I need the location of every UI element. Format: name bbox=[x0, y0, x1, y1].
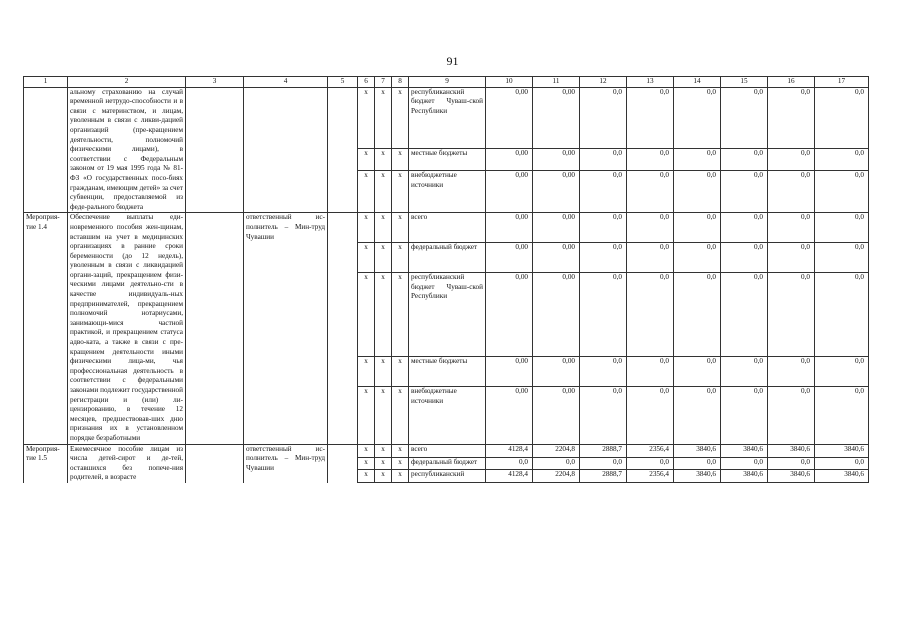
table-row bbox=[24, 213, 869, 243]
amount-cell: 0,0 bbox=[627, 457, 674, 470]
column-number: 10 bbox=[486, 77, 533, 88]
amount-cell: 0,0 bbox=[768, 357, 815, 387]
funding-source: республиканский бюджет Чуваш-ской Республики bbox=[409, 87, 486, 149]
amount-cell: 0,0 bbox=[627, 171, 674, 213]
executor: ответственный ис-полнитель – Мин-труд Чувашии bbox=[244, 213, 328, 444]
amount-cell: 3840,6 bbox=[674, 470, 721, 483]
amount-cell: 2356,4 bbox=[627, 470, 674, 483]
amount-cell: 0,0 bbox=[768, 387, 815, 444]
amount-cell: 0,0 bbox=[580, 149, 627, 171]
code-cell: x bbox=[392, 273, 409, 357]
code-cell: x bbox=[392, 387, 409, 444]
measure-code: Мероприя-тие 1.5 bbox=[24, 444, 68, 483]
empty-cell bbox=[186, 213, 244, 444]
code-cell: x bbox=[358, 171, 375, 213]
amount-cell: 2204,8 bbox=[533, 470, 580, 483]
empty-cell bbox=[186, 444, 244, 483]
amount-cell: 0,0 bbox=[580, 387, 627, 444]
amount-cell: 0,0 bbox=[580, 357, 627, 387]
code-cell: x bbox=[375, 457, 392, 470]
table-row bbox=[24, 444, 869, 457]
column-number: 11 bbox=[533, 77, 580, 88]
amount-cell: 0,00 bbox=[533, 387, 580, 444]
amount-cell: 3840,6 bbox=[721, 444, 768, 457]
amount-cell: 0,0 bbox=[674, 457, 721, 470]
code-cell: x bbox=[358, 470, 375, 483]
column-number: 8 bbox=[392, 77, 409, 88]
header-row bbox=[24, 77, 869, 88]
amount-cell: 0,0 bbox=[627, 213, 674, 243]
column-number: 15 bbox=[721, 77, 768, 88]
amount-cell: 0,0 bbox=[768, 457, 815, 470]
code-cell: x bbox=[358, 273, 375, 357]
amount-cell: 0,00 bbox=[486, 387, 533, 444]
amount-cell: 3840,6 bbox=[815, 470, 869, 483]
column-number: 17 bbox=[815, 77, 869, 88]
executor: ответственный ис-полнитель – Мин-труд Чувашии bbox=[244, 444, 328, 483]
amount-cell: 0,0 bbox=[815, 149, 869, 171]
column-number: 4 bbox=[244, 77, 328, 88]
amount-cell: 0,0 bbox=[721, 149, 768, 171]
column-number: 2 bbox=[68, 77, 186, 88]
amount-cell: 0,00 bbox=[486, 243, 533, 273]
measure-description: Ежемесячное пособие лицам из числа детей-сирот и де-тей, оставшихся без попече-ния родителей, в возрасте bbox=[68, 444, 186, 483]
code-cell: x bbox=[392, 87, 409, 149]
amount-cell: 2204,8 bbox=[533, 444, 580, 457]
amount-cell: 0,0 bbox=[627, 273, 674, 357]
measure-code: Мероприя-тие 1.4 bbox=[24, 213, 68, 444]
amount-cell: 0,0 bbox=[721, 357, 768, 387]
amount-cell: 0,0 bbox=[627, 87, 674, 149]
amount-cell: 0,0 bbox=[768, 87, 815, 149]
amount-cell: 0,0 bbox=[674, 149, 721, 171]
amount-cell: 0,0 bbox=[627, 357, 674, 387]
amount-cell: 0,0 bbox=[674, 171, 721, 213]
amount-cell: 4128,4 bbox=[486, 444, 533, 457]
amount-cell: 2888,7 bbox=[580, 470, 627, 483]
code-cell: x bbox=[392, 357, 409, 387]
empty-cell bbox=[328, 444, 358, 483]
code-cell: x bbox=[392, 171, 409, 213]
amount-cell: 0,0 bbox=[674, 213, 721, 243]
code-cell: x bbox=[392, 444, 409, 457]
code-cell: x bbox=[358, 457, 375, 470]
amount-cell: 0,0 bbox=[580, 171, 627, 213]
executor bbox=[244, 87, 328, 213]
column-number: 1 bbox=[24, 77, 68, 88]
amount-cell: 0,0 bbox=[721, 457, 768, 470]
column-number: 3 bbox=[186, 77, 244, 88]
amount-cell: 3840,6 bbox=[768, 444, 815, 457]
funding-source: федеральный бюджет bbox=[409, 457, 486, 470]
amount-cell: 0,00 bbox=[533, 243, 580, 273]
amount-cell: 0,0 bbox=[580, 213, 627, 243]
code-cell: x bbox=[358, 149, 375, 171]
code-cell: x bbox=[375, 357, 392, 387]
amount-cell: 0,0 bbox=[815, 87, 869, 149]
funding-source: местные бюджеты bbox=[409, 149, 486, 171]
budget-table bbox=[23, 76, 869, 483]
funding-source: всего bbox=[409, 213, 486, 243]
amount-cell: 0,0 bbox=[721, 243, 768, 273]
amount-cell: 2356,4 bbox=[627, 444, 674, 457]
amount-cell: 0,0 bbox=[721, 213, 768, 243]
code-cell: x bbox=[375, 243, 392, 273]
amount-cell: 0,0 bbox=[533, 457, 580, 470]
funding-source: республиканский bbox=[409, 470, 486, 483]
column-number: 9 bbox=[409, 77, 486, 88]
amount-cell: 0,00 bbox=[533, 213, 580, 243]
measure-description: Обеспечение выплаты еди-новременного пособия жен-щинам, вставшим на учет в медицинских организациях в ранние сроки беременности (до 12 недель), уволенным в связи с ликвидацией органи-заций, прекращением физи-ческими лицами деятельно-сти в качестве индивидуаль-ных предпринимателей, прекращением полномочий нотариусами, занимающи-мися частной практикой, и прекращением статуса адво-ката, а также в связи с пре-кращением деятельности иными физическими лица-ми, чья профессиональная деятельность в соответствии с федеральными законами подлежит государственной регистрации и (или) ли-цензированию, в течение 12 месяцев, предшествовав-ших дню признания их в установленном порядке безработными bbox=[68, 213, 186, 444]
amount-cell: 0,00 bbox=[486, 171, 533, 213]
empty-cell bbox=[186, 87, 244, 213]
amount-cell: 0,0 bbox=[627, 387, 674, 444]
amount-cell: 0,0 bbox=[721, 171, 768, 213]
amount-cell: 0,0 bbox=[721, 273, 768, 357]
code-cell: x bbox=[375, 213, 392, 243]
amount-cell: 0,00 bbox=[533, 149, 580, 171]
amount-cell: 0,00 bbox=[533, 171, 580, 213]
code-cell: x bbox=[375, 387, 392, 444]
funding-source: внебюджетные источники bbox=[409, 171, 486, 213]
amount-cell: 4128,4 bbox=[486, 470, 533, 483]
amount-cell: 0,0 bbox=[674, 357, 721, 387]
amount-cell: 0,0 bbox=[768, 171, 815, 213]
code-cell: x bbox=[375, 273, 392, 357]
code-cell: x bbox=[392, 213, 409, 243]
column-number: 7 bbox=[375, 77, 392, 88]
amount-cell: 3840,6 bbox=[768, 470, 815, 483]
amount-cell: 0,0 bbox=[674, 87, 721, 149]
amount-cell: 0,0 bbox=[768, 243, 815, 273]
amount-cell: 0,0 bbox=[674, 243, 721, 273]
amount-cell: 2888,7 bbox=[580, 444, 627, 457]
measure-code bbox=[24, 87, 68, 213]
amount-cell: 0,0 bbox=[580, 273, 627, 357]
amount-cell: 0,00 bbox=[533, 87, 580, 149]
amount-cell: 0,0 bbox=[627, 243, 674, 273]
table-row bbox=[24, 87, 869, 149]
amount-cell: 0,00 bbox=[486, 357, 533, 387]
amount-cell: 0,0 bbox=[815, 273, 869, 357]
amount-cell: 0,0 bbox=[486, 457, 533, 470]
amount-cell: 3840,6 bbox=[721, 470, 768, 483]
code-cell: x bbox=[358, 387, 375, 444]
column-number: 5 bbox=[328, 77, 358, 88]
code-cell: x bbox=[358, 213, 375, 243]
amount-cell: 0,0 bbox=[768, 149, 815, 171]
amount-cell: 0,0 bbox=[580, 457, 627, 470]
amount-cell: 0,0 bbox=[580, 87, 627, 149]
column-number: 14 bbox=[674, 77, 721, 88]
code-cell: x bbox=[358, 357, 375, 387]
code-cell: x bbox=[358, 444, 375, 457]
code-cell: x bbox=[392, 470, 409, 483]
amount-cell: 0,0 bbox=[721, 387, 768, 444]
amount-cell: 0,0 bbox=[815, 243, 869, 273]
measure-description: альному страхованию на случай временной нетрудо-способности и в связи с материнством, и лицам, уволенным в связи с ликви-дацией организаций (пре-кращением деятельности, полномочий физическими лицами), в соответствии с Федеральным законом от 19 мая 1995 года № 81-ФЗ «О государственных посо-биях гражданам, имеющим детей» за счет субвенции, предоставляемой из феде-рального бюджета bbox=[68, 87, 186, 213]
amount-cell: 0,0 bbox=[815, 213, 869, 243]
funding-source: республиканский бюджет Чуваш-ской Республики bbox=[409, 273, 486, 357]
amount-cell: 0,0 bbox=[815, 357, 869, 387]
amount-cell: 0,00 bbox=[486, 149, 533, 171]
code-cell: x bbox=[375, 149, 392, 171]
amount-cell: 0,0 bbox=[721, 87, 768, 149]
column-number: 6 bbox=[358, 77, 375, 88]
column-number: 12 bbox=[580, 77, 627, 88]
amount-cell: 0,0 bbox=[815, 171, 869, 213]
amount-cell: 3840,6 bbox=[674, 444, 721, 457]
amount-cell: 0,0 bbox=[815, 457, 869, 470]
code-cell: x bbox=[392, 457, 409, 470]
amount-cell: 0,00 bbox=[533, 357, 580, 387]
funding-source: внебюджетные источники bbox=[409, 387, 486, 444]
funding-source: местные бюджеты bbox=[409, 357, 486, 387]
amount-cell: 0,00 bbox=[486, 87, 533, 149]
funding-source: всего bbox=[409, 444, 486, 457]
code-cell: x bbox=[375, 87, 392, 149]
code-cell: x bbox=[392, 149, 409, 171]
amount-cell: 0,0 bbox=[674, 387, 721, 444]
column-number: 13 bbox=[627, 77, 674, 88]
amount-cell: 0,0 bbox=[627, 149, 674, 171]
amount-cell: 0,0 bbox=[768, 213, 815, 243]
amount-cell: 0,00 bbox=[533, 273, 580, 357]
amount-cell: 0,00 bbox=[486, 273, 533, 357]
code-cell: x bbox=[358, 243, 375, 273]
funding-source: федеральный бюджет bbox=[409, 243, 486, 273]
amount-cell: 0,0 bbox=[674, 273, 721, 357]
amount-cell: 0,0 bbox=[815, 387, 869, 444]
code-cell: x bbox=[375, 470, 392, 483]
empty-cell bbox=[328, 87, 358, 213]
code-cell: x bbox=[358, 87, 375, 149]
empty-cell bbox=[328, 213, 358, 444]
amount-cell: 0,0 bbox=[768, 273, 815, 357]
code-cell: x bbox=[375, 444, 392, 457]
page-number: 91 bbox=[446, 54, 459, 68]
column-number: 16 bbox=[768, 77, 815, 88]
code-cell: x bbox=[392, 243, 409, 273]
amount-cell: 3840,6 bbox=[815, 444, 869, 457]
code-cell: x bbox=[375, 171, 392, 213]
amount-cell: 0,0 bbox=[580, 243, 627, 273]
amount-cell: 0,00 bbox=[486, 213, 533, 243]
